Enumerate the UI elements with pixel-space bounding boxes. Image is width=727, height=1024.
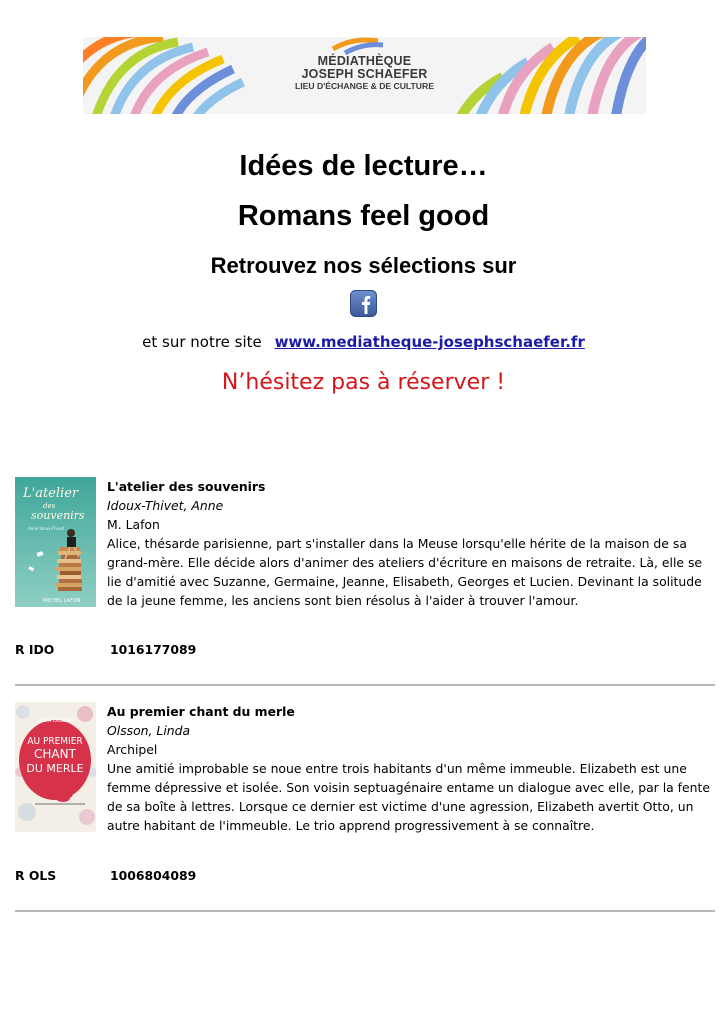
cover-title-text: AU PREMIER [27,736,83,747]
banner-name-line2: JOSEPH SCHAEFER [301,67,428,82]
book-call-number: R OLS [15,868,57,883]
divider [15,910,715,912]
website-link[interactable]: www.mediatheque-josephschaefer.fr [274,333,585,351]
svg-text:CHANT: CHANT [34,747,76,761]
mediatheque-banner [83,37,646,114]
book-publisher: M. Lafon [107,517,160,532]
banner-text [83,55,646,91]
book-info [107,702,717,835]
website-prefix: et sur notre site [142,333,262,351]
book-call-number: R IDO [15,642,55,657]
book-author: Idoux-Thivet, Anne [107,498,224,513]
website-line [0,333,727,351]
svg-text:des: des [43,502,56,510]
cover-title-text: L'atelier [23,486,79,501]
svg-text:DU MERLE: DU MERLE [26,762,84,775]
book-barcode: 1016177089 [110,642,197,657]
page-title: Idées de lecture… [239,150,488,182]
book-author: Olsson, Linda [107,723,191,738]
book-summary: Une amitié improbable se noue entre trois habitants d'un même immeuble. Elizabeth est une femme dépressive et isolée. Son voisin septuagénaire entame un dialogue avec elle, par la fente de sa boîte à lettres. Lorsque ce dernier est victime d'une agression, Elizabeth avertit Otto, un autre habitant de l'immeuble. Le trio apprend progressivement à se connaître. [107,761,710,833]
book-publisher: Archipel [107,742,158,757]
book-title: Au premier chant du merle [107,704,295,719]
banner-name-line1: MÉDIATHÈQUE [317,54,412,68]
book-barcode: 1006804089 [110,868,197,883]
book-summary: Alice, thésarde parisienne, part s'installer dans la Meuse lorsqu'elle hérite de la maison de sa grand-mère. Elle décide alors d'animer des ateliers d'écriture en maisons de retraite. Là, elle se lie d'amitié avec Suzanne, Germaine, Jeanne, Elisabeth, Georges et Lucien. Devinant la solitude de la jeune femme, les anciens sont bien résolus à l'aider à trouver l'amour. [107,536,703,608]
book-cover-image [15,477,96,607]
svg-text:souvenirs: souvenirs [31,509,85,522]
facebook-icon[interactable] [350,290,377,317]
reserve-callout: N’hésitez pas à réserver ! [221,370,506,395]
book-cover-image [15,702,96,832]
page-subtitle: Romans feel good [237,200,490,232]
divider [15,684,715,686]
selections-heading: Retrouvez nos sélections sur [210,253,517,278]
banner-tagline: LIEU D'ÉCHANGE & DE CULTURE [295,81,434,92]
svg-text:MICHEL LAFON: MICHEL LAFON [43,598,81,604]
svg-text:Anne Idoux-Thivet: Anne Idoux-Thivet [28,526,65,531]
book-title: L'atelier des souvenirs [107,479,266,494]
svg-text:LINDA OLSSON: LINDA OLSSON [36,718,74,724]
book-info [107,477,717,610]
